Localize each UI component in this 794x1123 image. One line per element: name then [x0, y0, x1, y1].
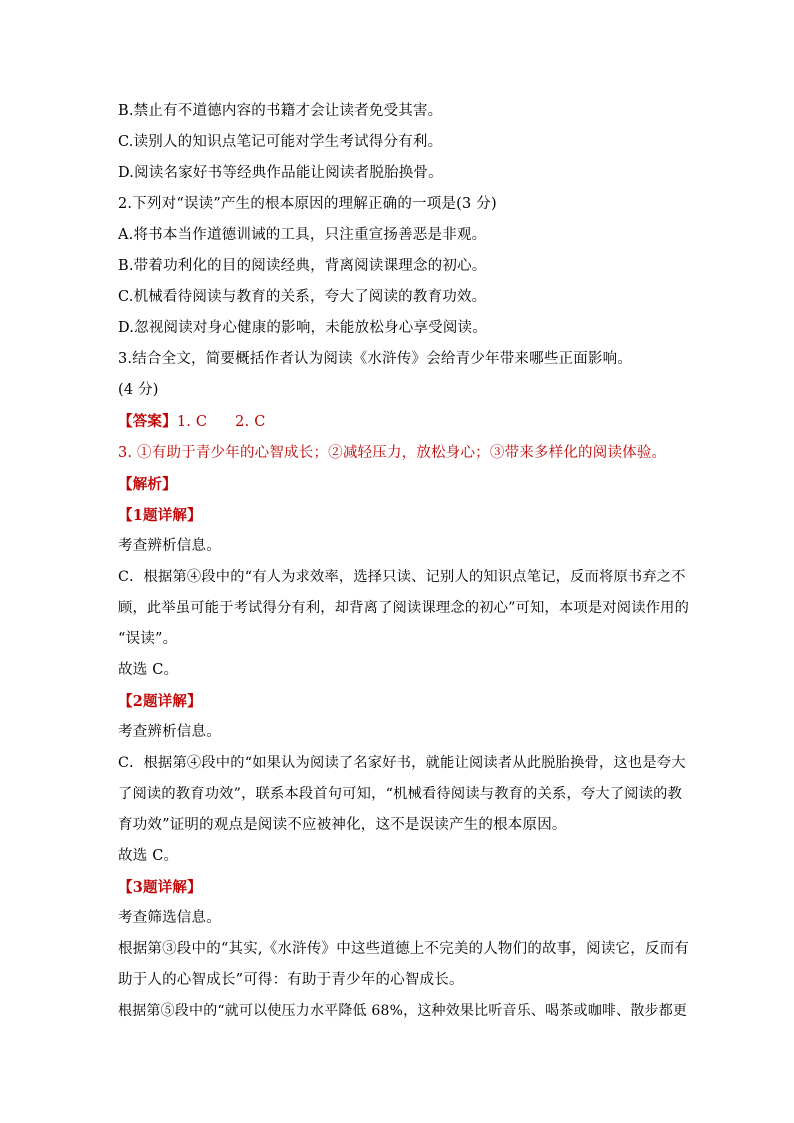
detail-3-line1: 根据第③段中的“其实,《水浒传》中这些道德上不完美的人物们的故事，阅读它，反而有 [118, 941, 690, 957]
answer-label: 【答案】 [118, 413, 177, 430]
q1-option-b: B.禁止有不道德内容的书籍才会让读者免受其害。 [118, 103, 443, 119]
answer-q3: 3. ①有助于青少年的心智成长；②减轻压力，放松身心；③带来多样化的阅读体验。 [118, 445, 667, 461]
answer-line [118, 406, 690, 438]
detail-2-label: 【2题详解】 [118, 693, 202, 710]
q2-stem: 2.下列对“误读”产生的根本原因的理解正确的一项是(3 分) [118, 196, 497, 212]
q2-option-c: C.机械看待阅读与教育的关系，夸大了阅读的教育功效。 [118, 289, 487, 305]
q3-stem-line1: 3.结合全文，简要概括作者认为阅读《水浒传》会给青少年带来哪些正面影响。 [118, 351, 633, 367]
detail-1-label: 【1题详解】 [118, 507, 202, 524]
document-page [118, 96, 690, 1027]
q1-option-d: D.阅读名家好书等经典作品能让阅读者脱胎换骨。 [118, 165, 443, 181]
detail-2-line2: 了阅读的教育功效”，联系本段首句可知，“机械看待阅读与教育的关系，夸大了阅读的教 [118, 786, 683, 802]
detail-1-line3: “误读”。 [118, 631, 178, 647]
detail-1-conclusion: 故选 C。 [118, 662, 179, 678]
detail-3-line3: 根据第⑤段中的“就可以使压力水平降低 68%，这种效果比听音乐、喝茶或咖啡、散步都更 [118, 1003, 688, 1019]
detail-3-label: 【3题详解】 [118, 879, 202, 896]
q3-stem-line2: (4 分) [118, 382, 159, 398]
detail-3-type: 考查筛选信息。 [118, 910, 221, 926]
q2-option-a: A.将书本当作道德训诫的工具，只注重宣扬善恶是非观。 [118, 227, 487, 243]
detail-2-line1: C．根据第④段中的“如果认为阅读了名家好书，就能让阅读者从此脱胎换骨，这也是夸大 [118, 755, 686, 771]
answer-q1: 1. C [176, 414, 208, 430]
detail-1-line1: C．根据第④段中的“有人为求效率，选择只读、记别人的知识点笔记，反而将原书弃之不 [118, 569, 686, 585]
q2-option-b: B.带着功利化的目的阅读经典，背离阅读课理念的初心。 [118, 258, 487, 274]
detail-1-type: 考查辨析信息。 [118, 538, 221, 554]
q2-option-d: D.忽视阅读对身心健康的影响，未能放松身心享受阅读。 [118, 320, 487, 336]
detail-3-line2: 助于人的心智成长”可得：有助于青少年的心智成长。 [118, 972, 464, 988]
analysis-label: 【解析】 [118, 476, 177, 493]
detail-2-conclusion: 故选 C。 [118, 848, 179, 864]
detail-2-type: 考查辨析信息。 [118, 724, 221, 740]
detail-1-line2: 顾，此举虽可能于考试得分有利，却背离了阅读课理念的初心”可知，本项是对阅读作用的 [118, 600, 690, 616]
answer-q2: 2. C [235, 414, 266, 430]
detail-2-line3: 育功效”证明的观点是阅读不应被神化，这不是误读产生的根本原因。 [118, 817, 567, 833]
q1-option-c: C.读别人的知识点笔记可能对学生考试得分有利。 [118, 134, 443, 150]
